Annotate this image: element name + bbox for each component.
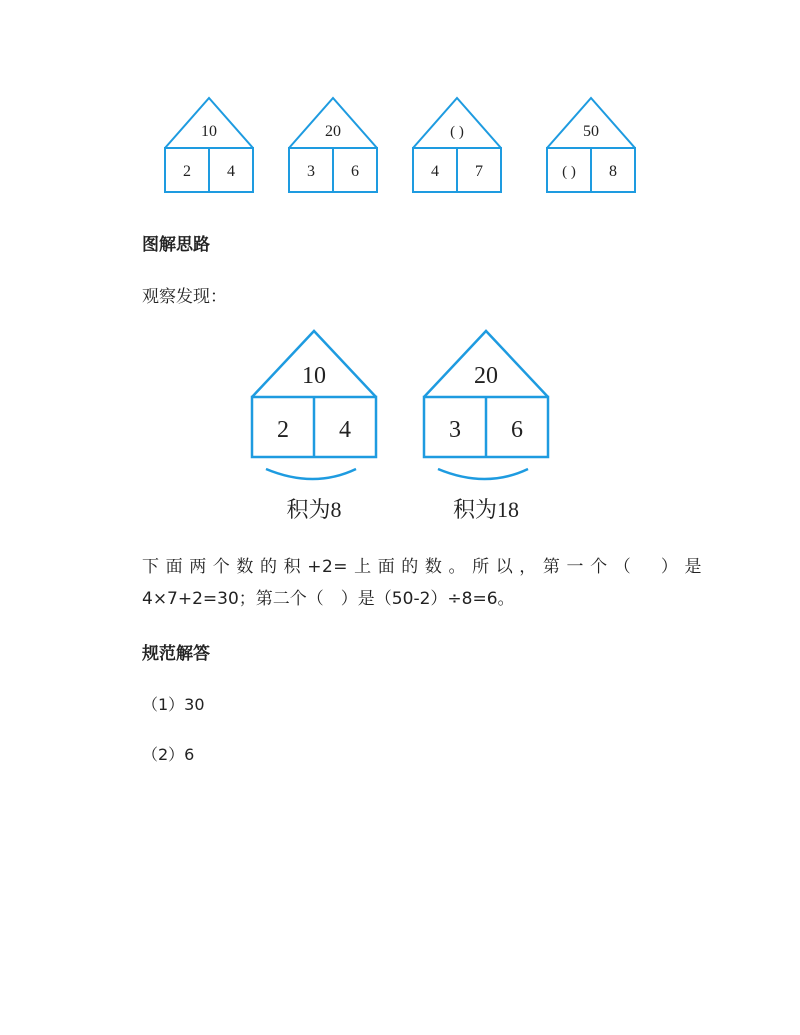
- number-house: [165, 98, 253, 192]
- number-house: [289, 98, 377, 192]
- explanation-paragraph: [142, 551, 702, 616]
- product-caption: 积为18: [452, 497, 520, 522]
- house-top-number: 10: [302, 363, 326, 389]
- house-right-number: 4: [339, 417, 351, 443]
- explanation-line-2: 4×7+2=30；第二个（ ）是（50-2）÷8=6。: [142, 589, 515, 610]
- house-left-number: 2: [183, 163, 191, 180]
- house-left-number: 2: [277, 417, 289, 443]
- house-top-blank: ( ): [450, 124, 464, 140]
- house-right-number: 7: [475, 163, 483, 180]
- house-right-number: 6: [511, 417, 523, 443]
- house-left-number: 3: [307, 163, 315, 180]
- explanation-line-1: 下面两个数的积+2=上面的数。所以，第一个（ ）是: [142, 557, 702, 577]
- house-top-number: 20: [325, 123, 341, 140]
- number-house-large: [424, 331, 548, 522]
- product-caption: 积为8: [286, 497, 342, 522]
- house-row: [150, 90, 650, 200]
- house-right-number: 8: [609, 163, 617, 180]
- observe-label: 观察发现：: [142, 287, 227, 307]
- house-top-number: 20: [474, 363, 498, 389]
- product-brace: [438, 469, 528, 479]
- house-right-number: 6: [351, 163, 359, 180]
- house-left-number: 4: [431, 163, 439, 180]
- number-house: [547, 98, 635, 192]
- house-right-number: 4: [227, 163, 235, 180]
- number-house-large: [252, 331, 376, 522]
- house-left-blank: ( ): [562, 164, 576, 180]
- explanation-figure: [240, 325, 560, 530]
- number-house: [413, 98, 501, 192]
- answer-item-2: （2）6: [142, 745, 195, 764]
- house-top-number: 10: [201, 123, 217, 140]
- answer-item-1: （1）30: [142, 695, 205, 714]
- house-left-number: 3: [449, 417, 461, 443]
- section-heading-answer: 规范解答: [142, 644, 210, 664]
- product-brace: [266, 469, 356, 479]
- house-top-number: 50: [583, 123, 599, 140]
- section-heading-diagram: 图解思路: [142, 235, 210, 255]
